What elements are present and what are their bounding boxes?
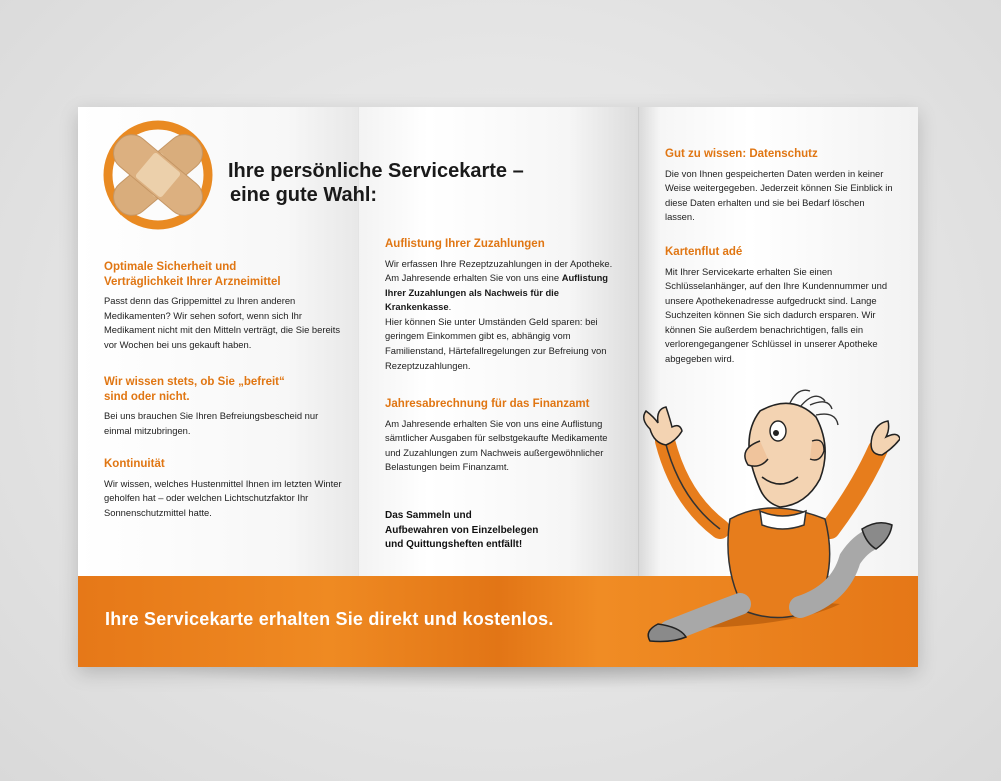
section-keychain-text: Mit Ihrer Servicekarte erhalten Sie einen Schlüsselanhänger, auf den Ihre Kundennummer und unsere Apothekenadresse aufgedruckt sind. Lange Suchzeiten können Sie sich dadurch ersparen. Wir können Sie außerdem benachrichtigen, falls ein verlorengegangener Schlüssel in unserer Apotheke abgegeben wird.	[665, 265, 888, 365]
section-keychain	[665, 245, 895, 367]
no-receipts-line2: Aufbewahren von Einzelbelegen	[385, 524, 539, 536]
section-exemption	[104, 375, 344, 438]
crossed-plaster-icon	[98, 117, 223, 232]
copayments-text-a: Wir erfassen Ihre Rezeptzuzahlungen in der Apotheke. Am Jahresende erhalten Sie von uns eine	[385, 257, 613, 284]
happy-running-man-illustration	[610, 379, 900, 644]
page-title	[228, 159, 524, 207]
section-privacy	[665, 147, 895, 225]
brochure	[78, 107, 918, 667]
section-tax-office	[385, 397, 625, 475]
title-line-2: eine gute Wahl:	[230, 184, 378, 206]
section-safety	[104, 260, 344, 352]
section-safety-title	[104, 260, 344, 289]
section-safety-title-line2: Verträglichkeit Ihrer Arzneimittel	[104, 275, 281, 288]
title-line-1: Ihre persönliche Servicekarte –	[228, 160, 524, 182]
section-tax-office-title: Jahresabrechnung für das Finanzamt	[385, 398, 590, 410]
section-safety-title-line1: Optimale Sicherheit und	[104, 261, 237, 273]
section-copayments-title: Auflistung Ihrer Zuzahlungen	[385, 238, 545, 250]
section-safety-text: Passt denn das Grippemittel zu Ihren anderen Medikamenten? Wir sehen sofort, wenn sich Ihr Medikament nicht mit den Mitteln verträgt, die Sie bereits vor Wochen bei uns gekauft haben.	[104, 295, 341, 350]
section-exemption-title	[104, 375, 344, 404]
copayments-text-bold: Auflistung Ihrer Zuzahlungen als Nachweis für die Krankenkasse	[385, 272, 609, 313]
no-receipts-statement	[385, 509, 625, 553]
section-privacy-text: Die von Ihnen gespeicherten Daten werden in keiner Weise weitergegeben. Jederzeit können Sie Einblick in diese Daten erhalten und sie bei Bedarf löschen lassen.	[665, 167, 893, 223]
section-exemption-text: Bei uns brauchen Sie Ihren Befreiungsbescheid nur einmal mitzubringen.	[104, 410, 319, 436]
section-continuity-title: Kontinuität	[104, 458, 165, 470]
band-slogan: Ihre Servicekarte erhalten Sie direkt und kostenlos.	[105, 609, 554, 629]
section-privacy-title: Gut zu wissen: Datenschutz	[665, 148, 818, 160]
no-receipts-line1: Das Sammeln und	[385, 510, 472, 521]
section-keychain-title: Kartenflut adé	[665, 246, 743, 258]
section-continuity	[104, 457, 344, 520]
section-copayments-text	[385, 257, 625, 374]
copayments-text-c: Hier können Sie unter Umständen Geld sparen: bei geringem Einkommen gibt es, abhängig vom Familienstand, Härtefallregelungen zur Befreiung von Rezeptzuzahlungen.	[385, 315, 607, 371]
section-copayments	[385, 237, 625, 373]
copayments-text-b: .	[448, 301, 452, 313]
section-no-receipts	[385, 509, 625, 553]
section-exemption-title-line1: Wir wissen stets, ob Sie „befreit“	[104, 376, 285, 388]
no-receipts-line3: und Quittungsheften entfällt!	[385, 539, 523, 550]
section-continuity-text: Wir wissen, welches Hustenmittel Ihnen im letzten Winter geholfen hat – oder welchen Lichtschutzfaktor Ihr Sonnenschutzmittel hatte.	[104, 477, 342, 518]
section-exemption-title-line2: sind oder nicht.	[104, 390, 190, 403]
section-tax-office-text: Am Jahresende erhalten Sie von uns eine Auflistung sämtlicher Ausgaben für selbstgekaufte Medikamente und Zuzahlungen zum Nachweis außergewöhnlicher Belastungen beim Finanzamt.	[385, 417, 608, 473]
